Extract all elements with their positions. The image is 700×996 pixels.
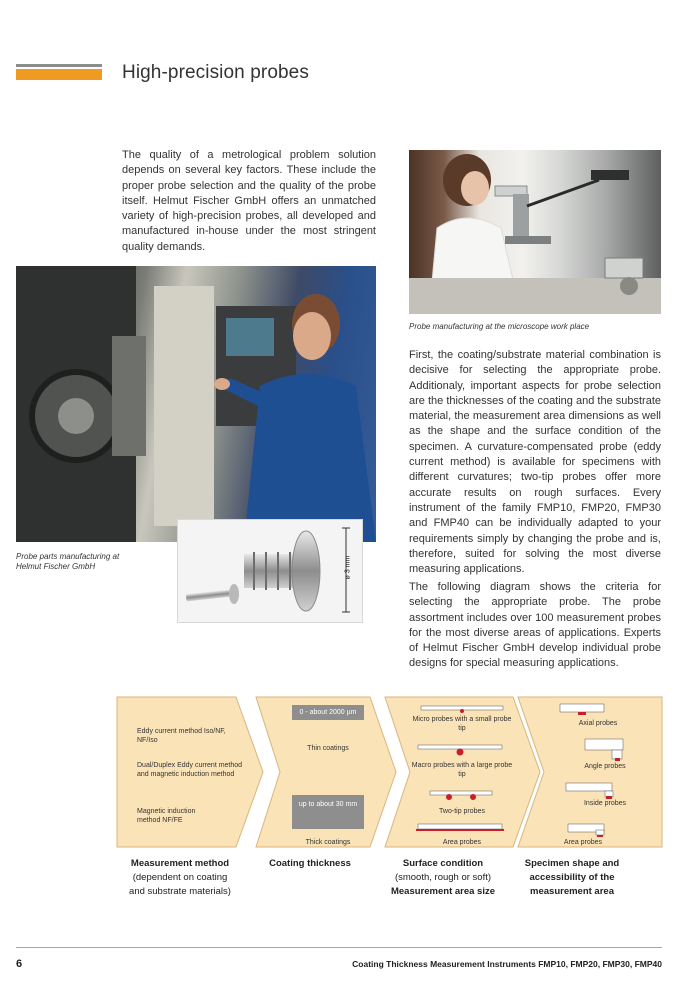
body-paragraph-1: First, the coating/substrate material combination is decisive for selecting the appropriate probe. Additionaly, important aspects for probe selection are the thicknesses of the coating and the substrate material, the measurement area dimensions as well as the shape and the surface condition of the specimen. A curvature-compensated probe (eddy current method) is available for specimens with different curvatures; two-tip probes offer more accurate results on rough surfaces. Every instrument of the family FMP10, FMP20, FMP30 and FMP40 can be individually adapted to your requirements simply by changing the probe and is, therefore, suited for solving the most diverse measuring applications. [409, 349, 661, 576]
surface-condition-subtitle: (smooth, rough or soft) [394, 872, 492, 883]
footer-rule [16, 947, 662, 948]
footer-title: Coating Thickness Measurement Instruments FMP10, FMP20, FMP30, FMP40 [352, 959, 662, 969]
body-paragraph-2: The following diagram shows the criteria for selecting the appropriate probe. The probe assortment includes over 100 measurement probes for the most diverse areas of applications. Experts of Helmut Fischer GmbH develop individual probe designs for special measuring applications. [409, 581, 661, 670]
page-title: High-precision probes [122, 62, 309, 83]
surface-line-icon [418, 745, 502, 749]
thin-coatings-label: Thin coatings [307, 745, 349, 752]
macro-probes-label: Macro probes with a large probe tip [411, 762, 513, 778]
angle-probes-label: Angle probes [584, 763, 626, 770]
probe-dimension-label: ø 3 mm [344, 555, 352, 580]
measurement-area-size-label: Measurement area size [390, 886, 496, 897]
surface-area-probes-label: Area probes [442, 839, 482, 846]
micro-probes-label: Micro probes with a small probe tip [412, 716, 512, 732]
coating-thickness-label: Coating thickness [269, 858, 351, 869]
page-number: 6 [16, 958, 23, 970]
axial-probes-label: Axial probes [578, 720, 618, 727]
macro-probe-icon [457, 749, 464, 756]
method-dual-duplex: Dual/Duplex Eddy current method and magnetic induction method [137, 762, 243, 778]
microscope-caption: Probe manufacturing at the microscope work place [409, 322, 590, 331]
thin-coating-range: 0 - about 2000 µm [292, 705, 364, 720]
intro-paragraph: The quality of a metrological problem solution depends on several key factors. These include the proper probe selection and the quality of the probe itself. Helmut Fischer GmbH offers an unmatched variety of high-precision probes, all developed and manufactured in-house under the most stringent quality demands. [122, 149, 376, 253]
measurement-method-title: Measurement method [130, 858, 230, 869]
two-tip-probes-label: Two-tip probes [439, 808, 485, 815]
thick-coating-range-text: up to about 30 mm [298, 801, 358, 808]
thick-coating-range [292, 795, 364, 829]
machine-caption: Probe parts manufacturing at Helmut Fischer GmbH [16, 552, 120, 571]
inside-probes-label: Inside probes [583, 800, 627, 807]
surface-condition-title: Surface condition [402, 858, 484, 869]
specimen-shape-label: Specimen shape and accessibility of the measurement area [524, 858, 620, 897]
method-magnetic-induction: Magnetic induction method NF/FE [137, 808, 196, 824]
measurement-method-label [112, 857, 248, 899]
measurement-method-subtitle: (dependent on coating and substrate materials) [129, 872, 231, 897]
area-probe-icon [416, 824, 504, 831]
thick-coatings-label: Thick coatings [305, 839, 351, 846]
surface-condition-label [378, 857, 508, 899]
method-eddy-current: Eddy current method Iso/NF, NF/Iso [137, 728, 226, 744]
shape-area-probes-label: Area probes [563, 839, 603, 846]
